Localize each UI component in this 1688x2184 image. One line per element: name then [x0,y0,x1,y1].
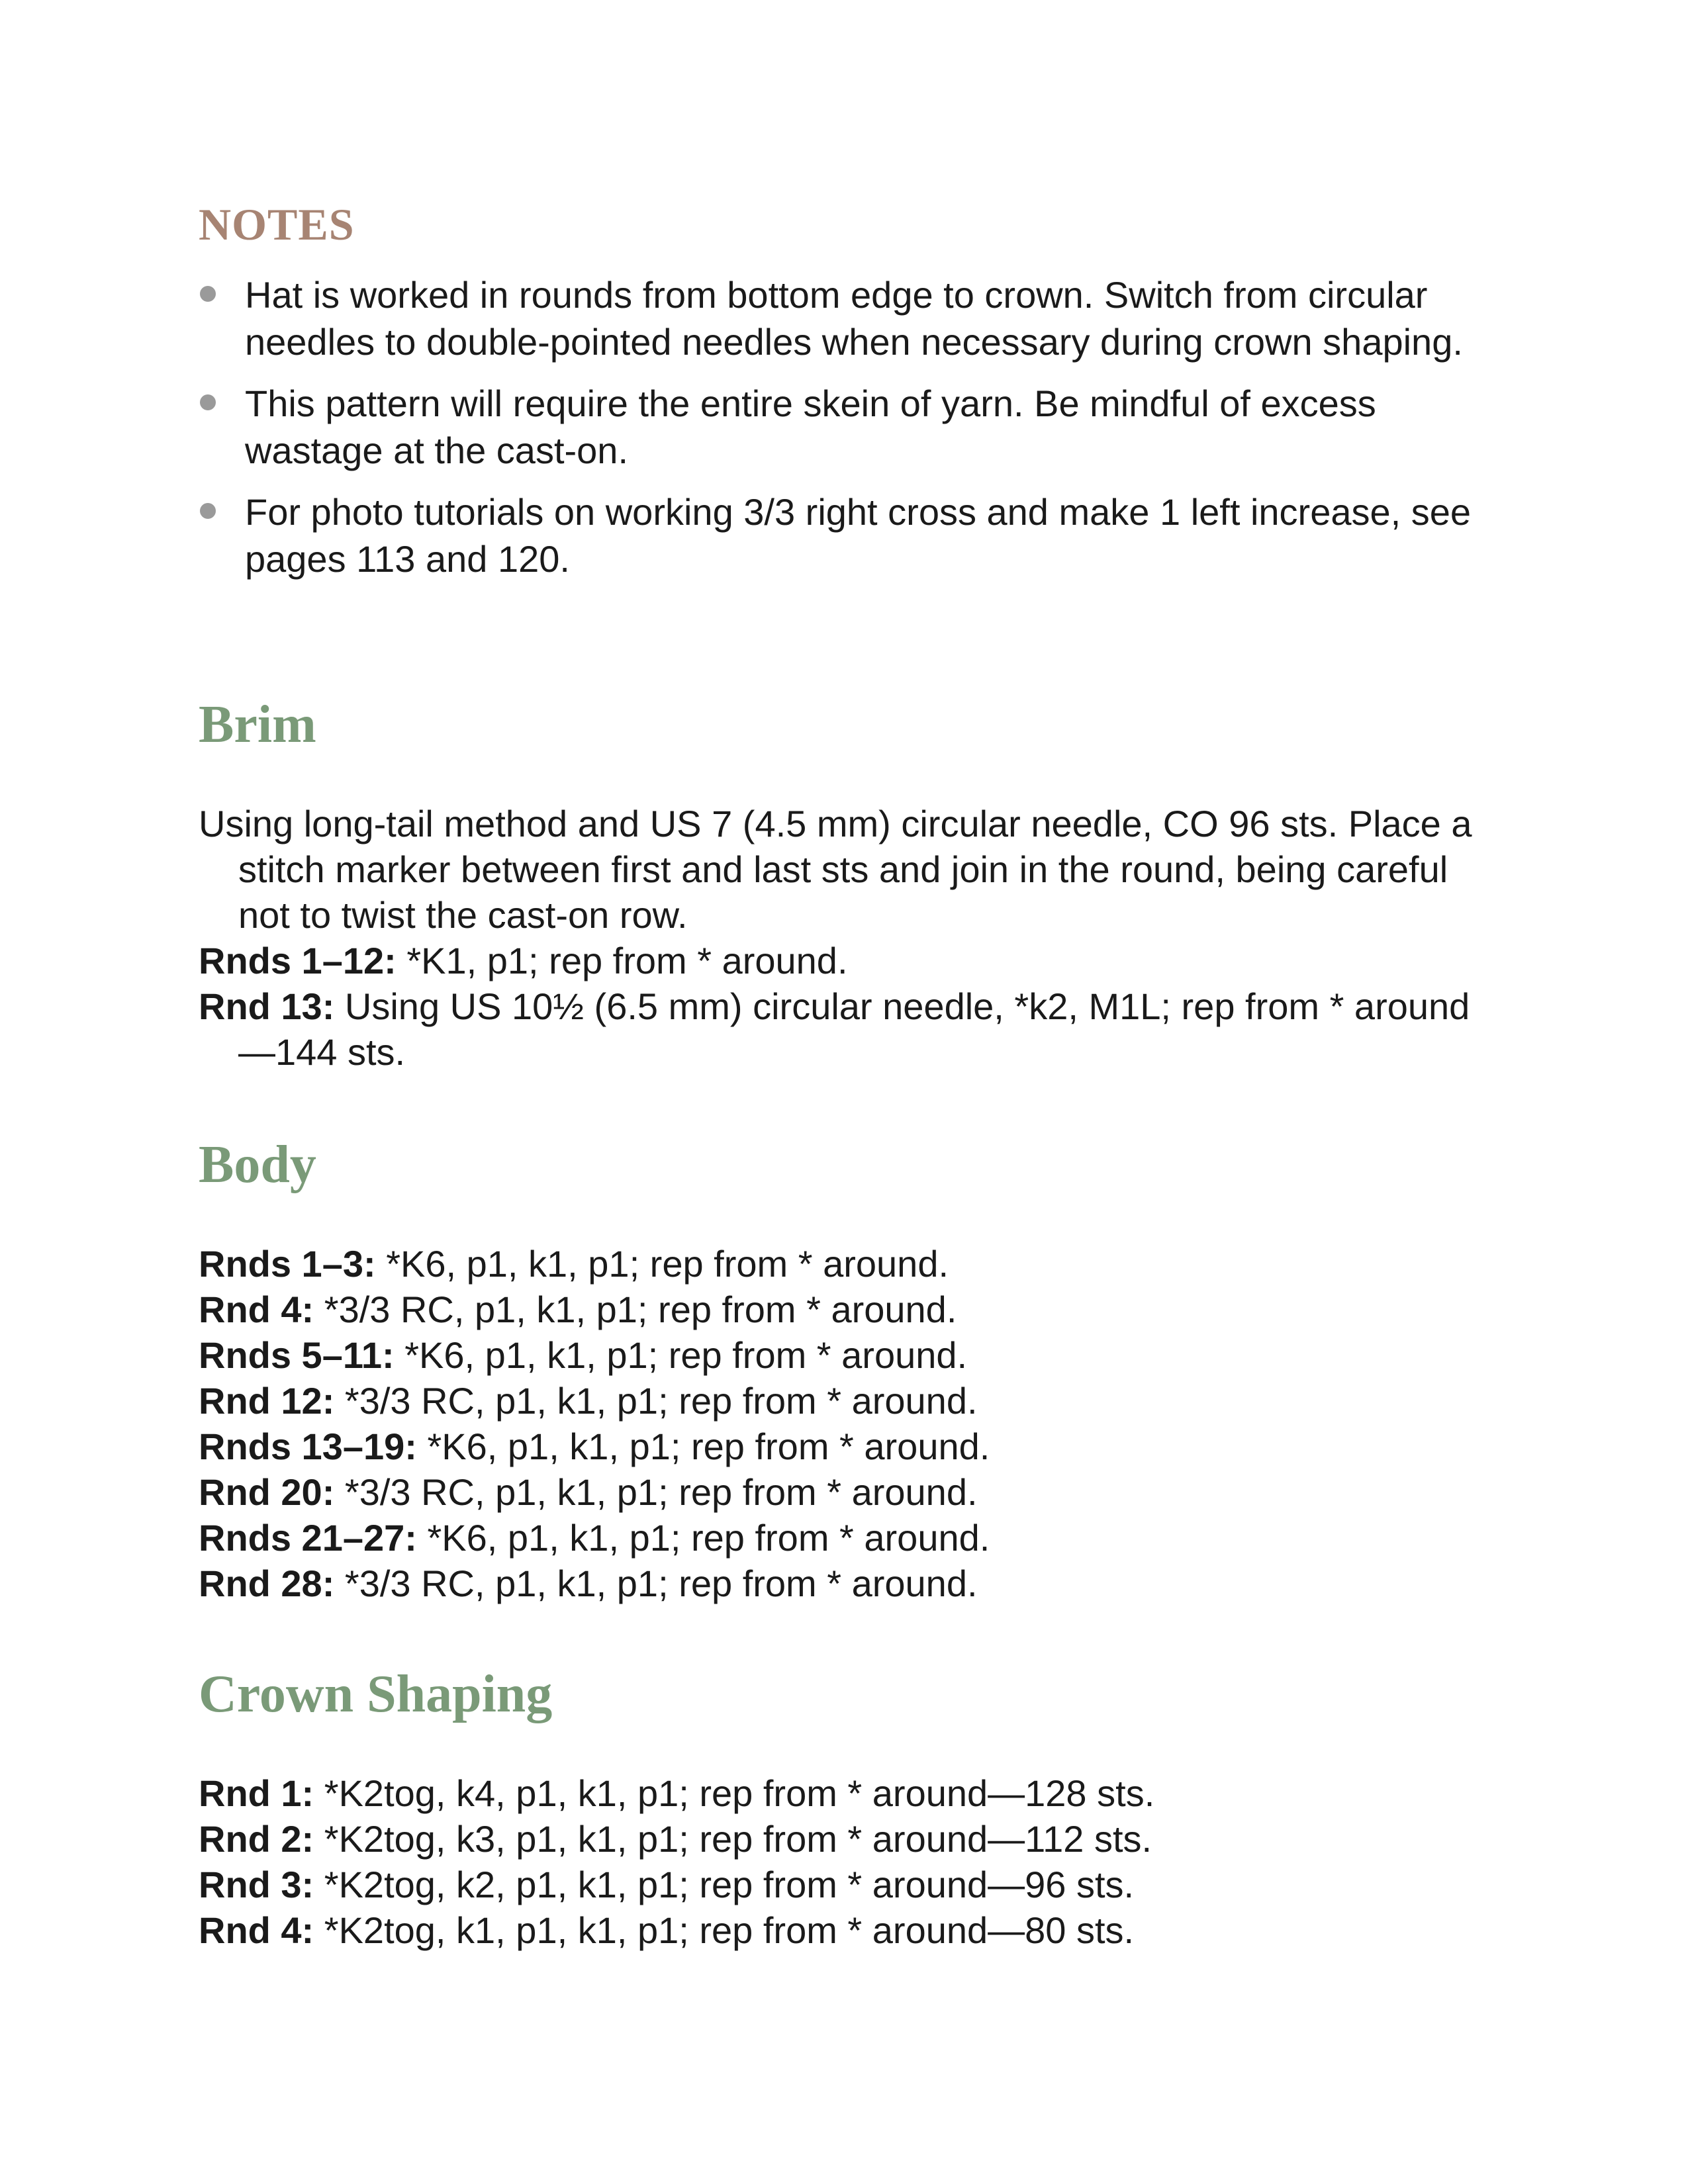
notes-heading: NOTES [199,199,355,250]
row-text: *K2tog, k1, p1, k1, p1; rep from * around—80 sts. [314,1909,1135,1951]
crown-shaping-heading: Crown Shaping [199,1665,553,1723]
row-label: Rnd 28: [199,1563,335,1604]
pattern-row [199,983,1496,1075]
row-text: *K2tog, k3, p1, k1, p1; rep from * around—112 sts. [314,1818,1152,1860]
row-label: Rnd 2: [199,1818,314,1860]
pattern-row [199,1378,1496,1424]
row-text: Using US 10½ (6.5 mm) circular needle, *k2, M1L; rep from * around—144 sts. [238,985,1470,1073]
row-text: *K2tog, k2, p1, k1, p1; rep from * around—96 sts. [314,1864,1135,1905]
body-heading: Body [199,1136,316,1194]
pattern-row [199,1770,1496,1816]
pattern-row [199,1469,1496,1515]
note-text: This pattern will require the entire skein of yarn. Be mindful of excess wastage at the cast-on. [245,383,1376,471]
pattern-row [199,938,1496,983]
pattern-row [199,1287,1496,1332]
pattern-row [199,1424,1496,1469]
row-text: *K6, p1, k1, p1; rep from * around. [394,1334,968,1376]
crown-instructions [199,1770,1496,1953]
note-text: For photo tutorials on working 3/3 right cross and make 1 left increase, see pages 113 and 120. [245,491,1472,580]
row-text: *K6, p1, k1, p1; rep from * around. [416,1517,990,1559]
row-label: Rnd 3: [199,1864,314,1905]
bullet-icon [200,286,216,302]
bullet-icon [200,394,216,410]
pattern-row [199,1907,1496,1953]
row-text: *K6, p1, k1, p1; rep from * around. [375,1243,949,1285]
brim-instructions [199,801,1496,1075]
pattern-row [199,1561,1496,1606]
notes-list [199,271,1496,597]
row-label: Rnd 20: [199,1471,335,1513]
pattern-row [199,1332,1496,1378]
pattern-row [199,1515,1496,1561]
note-text: Hat is worked in rounds from bottom edge to crown. Switch from circular needles to double-pointed needles when necessary during crown shaping. [245,274,1463,363]
row-label: Rnd 12: [199,1380,335,1422]
pattern-row [199,1816,1496,1862]
note-item [199,271,1496,365]
row-text: *3/3 RC, p1, k1, p1; rep from * around. [314,1289,957,1330]
row-label: Rnds 1–3: [199,1243,376,1285]
row-label: Rnds 1–12: [199,940,397,981]
brim-heading: Brim [199,696,316,754]
row-label: Rnd 13: [199,985,335,1027]
row-label: Rnd 1: [199,1772,314,1814]
pattern-row [199,1241,1496,1287]
row-text: *K1, p1; rep from * around. [396,940,848,981]
body-instructions [199,1241,1496,1606]
note-item [199,380,1496,474]
brim-intro: Using long-tail method and US 7 (4.5 mm) circular needle, CO 96 sts. Place a stitch marker between first and last sts and join in the round, being careful not to twist the cast-on row. [199,803,1472,936]
row-label: Rnd 4: [199,1909,314,1951]
row-label: Rnds 21–27: [199,1517,417,1559]
row-label: Rnds 13–19: [199,1426,417,1467]
row-text: *3/3 RC, p1, k1, p1; rep from * around. [334,1471,978,1513]
row-text: *3/3 RC, p1, k1, p1; rep from * around. [334,1380,978,1422]
pattern-row [199,1862,1496,1907]
row-text: *K6, p1, k1, p1; rep from * around. [416,1426,990,1467]
row-text: *3/3 RC, p1, k1, p1; rep from * around. [334,1563,978,1604]
row-label: Rnds 5–11: [199,1334,395,1376]
bullet-icon [200,503,216,519]
row-text: *K2tog, k4, p1, k1, p1; rep from * around—128 sts. [314,1772,1155,1814]
note-item [199,488,1496,582]
row-label: Rnd 4: [199,1289,314,1330]
